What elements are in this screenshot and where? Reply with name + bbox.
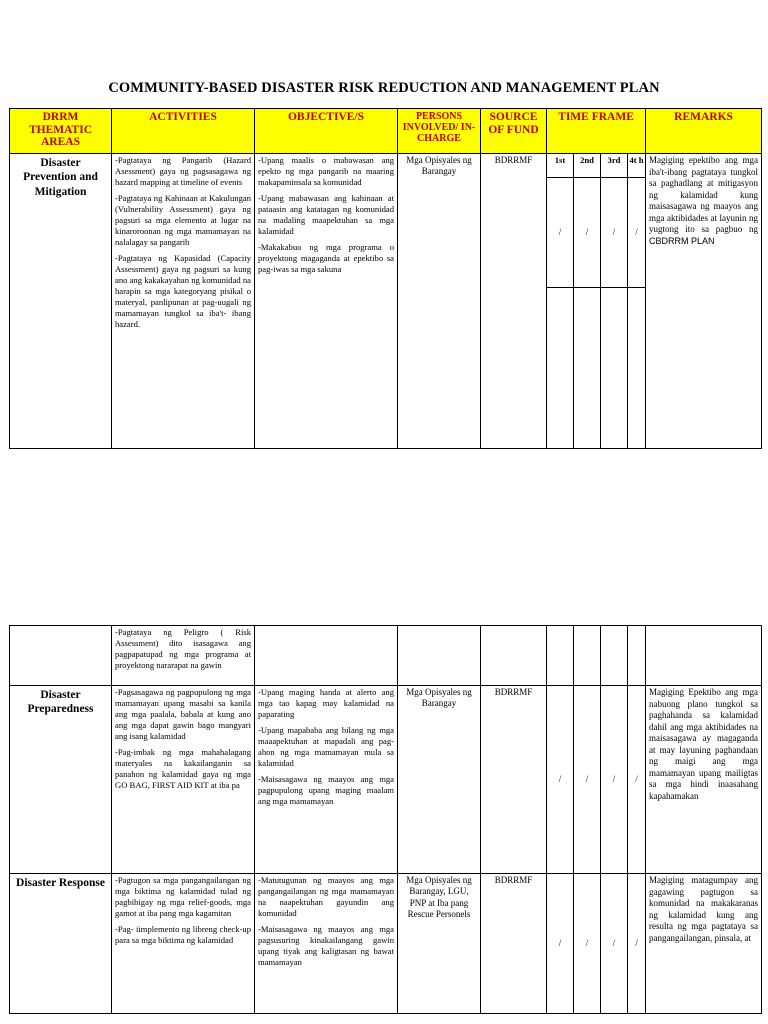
remarks-text: Magiging epektibo ang mga iba't-ibang pagtataya tungkol sa paghadlang at mitigasyon ng kalamidad kung maisasagawa ng maayos ang mga aktibidades at layunin ng yugtong ito sa pagbuo ng	[649, 155, 759, 235]
objective-text: -Upang maging handa at alerto ang mga tao kapag may kalamidad na paparating	[258, 687, 394, 719]
remarks-text: Magiging matagumpay ang gagawing pagtugon sa komunidad na makakaranas ng kalamidad kung ang resulta ng mga pagtataya sa pangangailangan, pinsala, at	[646, 874, 762, 1014]
quarter-2-label: 2nd	[574, 154, 601, 178]
persons-in-charge: Mga Opisyales ng Barangay	[398, 686, 481, 874]
quarter-2-mark: /	[574, 686, 601, 874]
quarter-4-mark: /	[628, 686, 646, 874]
objective-text: -Matutugunan ng maayos ang mga pangangailangan ng mga mamamayan na naapektuhan gayundin ang komunidad	[258, 875, 394, 918]
quarter-2-mark: /	[574, 178, 601, 288]
plan-table-part-2	[9, 625, 762, 1014]
thematic-area-response: Disaster Response	[10, 874, 112, 1014]
header-time-frame: TIME FRAME	[547, 109, 646, 154]
activity-text: -Pagtataya ng Kapasidad (Capacity Assessment) gaya ng pagsuri sa kung ano ang kakakayahan ng komunidad na harapin sa mga kategoryang pisikal o materyal, panlipunan at pag-uugali ng mamamayan tungkol sa iba't- ibang hazard.	[115, 253, 251, 329]
objective-text: -Upang mabawasan ang kahinaan at pataasin ang katatagan ng komunidad na madaling maapektuhan sa mga kalamidad	[258, 193, 394, 236]
header-activities: ACTIVITIES	[112, 109, 255, 154]
quarter-2-mark: /	[574, 874, 601, 1014]
objectives-cell	[255, 874, 398, 1014]
quarter-1-mark: /	[547, 178, 574, 288]
activity-text: -Pagtataya ng Kahinaan at Kakulungan (Vulnerability Assessment) gaya ng pagsuri sa mga elemento at lugar na kinaroroonan ng mga mamamayan na nalalagay sa pangarib	[115, 193, 251, 247]
objectives-cell	[255, 154, 398, 449]
header-thematic-areas: DRRM THEMATIC AREAS	[10, 109, 112, 154]
document-title: COMMUNITY-BASED DISASTER RISK REDUCTION AND MANAGEMENT PLAN	[108, 80, 660, 96]
header-remarks: REMARKS	[646, 109, 762, 154]
thematic-area-prevention: Disaster Prevention and Mitigation	[10, 154, 112, 449]
quarter-3-label: 3rd	[601, 154, 628, 178]
persons-in-charge: Mga Opisyales ng Barangay, LGU, PNP at Iba pang Rescue Personels	[398, 874, 481, 1014]
activities-cell	[112, 874, 255, 1014]
remarks-plan-name: CBDRRM PLAN	[649, 235, 715, 246]
remarks-cell	[646, 154, 762, 449]
objective-text: -Upang maalis o mabawasan ang epekto ng mga pangarib na maaring makapaminsala sa komunidad	[258, 155, 394, 187]
activity-text: -Pag- iimplemento ng libreng check-up para sa mga biktima ng kalamidad	[115, 924, 251, 945]
activity-text: -Pagtugon sa mga pangangailangan ng mga biktima ng kalamidad tulad ng pagbibigay ng mga relief-goods, mga gamot at iba pang mga kagamitan	[115, 875, 251, 918]
objective-text: -Maisasagawa ng maayos ang mga pagpupulong upang maging maalam ang mga mamamayan	[258, 774, 394, 806]
header-persons-involved: PERSONS INVOLVED/ IN-CHARGE	[398, 109, 481, 154]
quarter-1-label: 1st	[547, 154, 574, 178]
objective-text: -Upang mapababa ang bilang ng mga maaapektuhan at mapadali ang pag-ahon ng mga mamamayan mula sa kalamidad	[258, 725, 394, 768]
thematic-area-preparedness: Disaster Preparedness	[10, 686, 112, 874]
header-objectives: OBJECTIVE/S	[255, 109, 398, 154]
objective-text: -Makakabuo ng mga programa o proyektong magaganda at epektibo sa pag-iwas sa mga sakuna	[258, 242, 394, 274]
quarter-1-mark: /	[547, 686, 574, 874]
activity-text: -Pagsasagawa ng pagpupulong ng mga mamamayan upang masabi sa kanila ang mga paalala, babala at kung ano ang mga dapat gawin bago mangyari ang isang kalamidad	[115, 687, 251, 741]
objectives-cell	[255, 686, 398, 874]
activity-text: -Pagtataya ng Peligro ( Risk Assessment) dito isasagawa ang pagpapatupad ng mga programa at proyektong nararapat na gawin	[112, 626, 255, 686]
objective-text: -Maisasagawa ng maayos ang mga pagsusuring kinakailangang gawin upang tiyak ang kaligtasan ng bawat mamamayan	[258, 924, 394, 967]
plan-table-part-1	[9, 108, 762, 449]
activities-cell	[112, 154, 255, 449]
remarks-text: Magiging Epektibo ang mga nabuong plano tungkol sa paghahanda sa kalamidad dahil ang mga aktibidades na maisasagawa ay magaganda at may layuning paghandaan ng maigi ang mga mamamayan upang mailigtas sa mga hindi inaasahang kapahamakan	[646, 686, 762, 874]
activities-cell	[112, 686, 255, 874]
quarter-3-mark: /	[601, 874, 628, 1014]
activity-text: -Pagtataya ng Pangarib (Hazard Asessment) gaya ng pagsasagawa ng hazard mapping at timeline of events	[115, 155, 251, 187]
source-of-fund: BDRRMF	[481, 154, 547, 449]
activity-text: -Pag-imbak ng mga mahahalagang materyales na kakailanganin sa panahon ng kalamidad gaya ng mga GO BAG, FIRST AID KIT at iba pa	[115, 747, 251, 790]
quarter-4-mark: /	[628, 178, 646, 288]
source-of-fund: BDRRMF	[481, 686, 547, 874]
persons-in-charge: Mga Opisyales ng Barangay	[398, 154, 481, 449]
quarter-4-label: 4t h	[628, 154, 646, 178]
quarter-3-mark: /	[601, 178, 628, 288]
source-of-fund: BDRRMF	[481, 874, 547, 1014]
quarter-1-mark: /	[547, 874, 574, 1014]
header-source-of-fund: SOURCE OF FUND	[481, 109, 547, 154]
quarter-3-mark: /	[601, 686, 628, 874]
quarter-4-mark: /	[628, 874, 646, 1014]
